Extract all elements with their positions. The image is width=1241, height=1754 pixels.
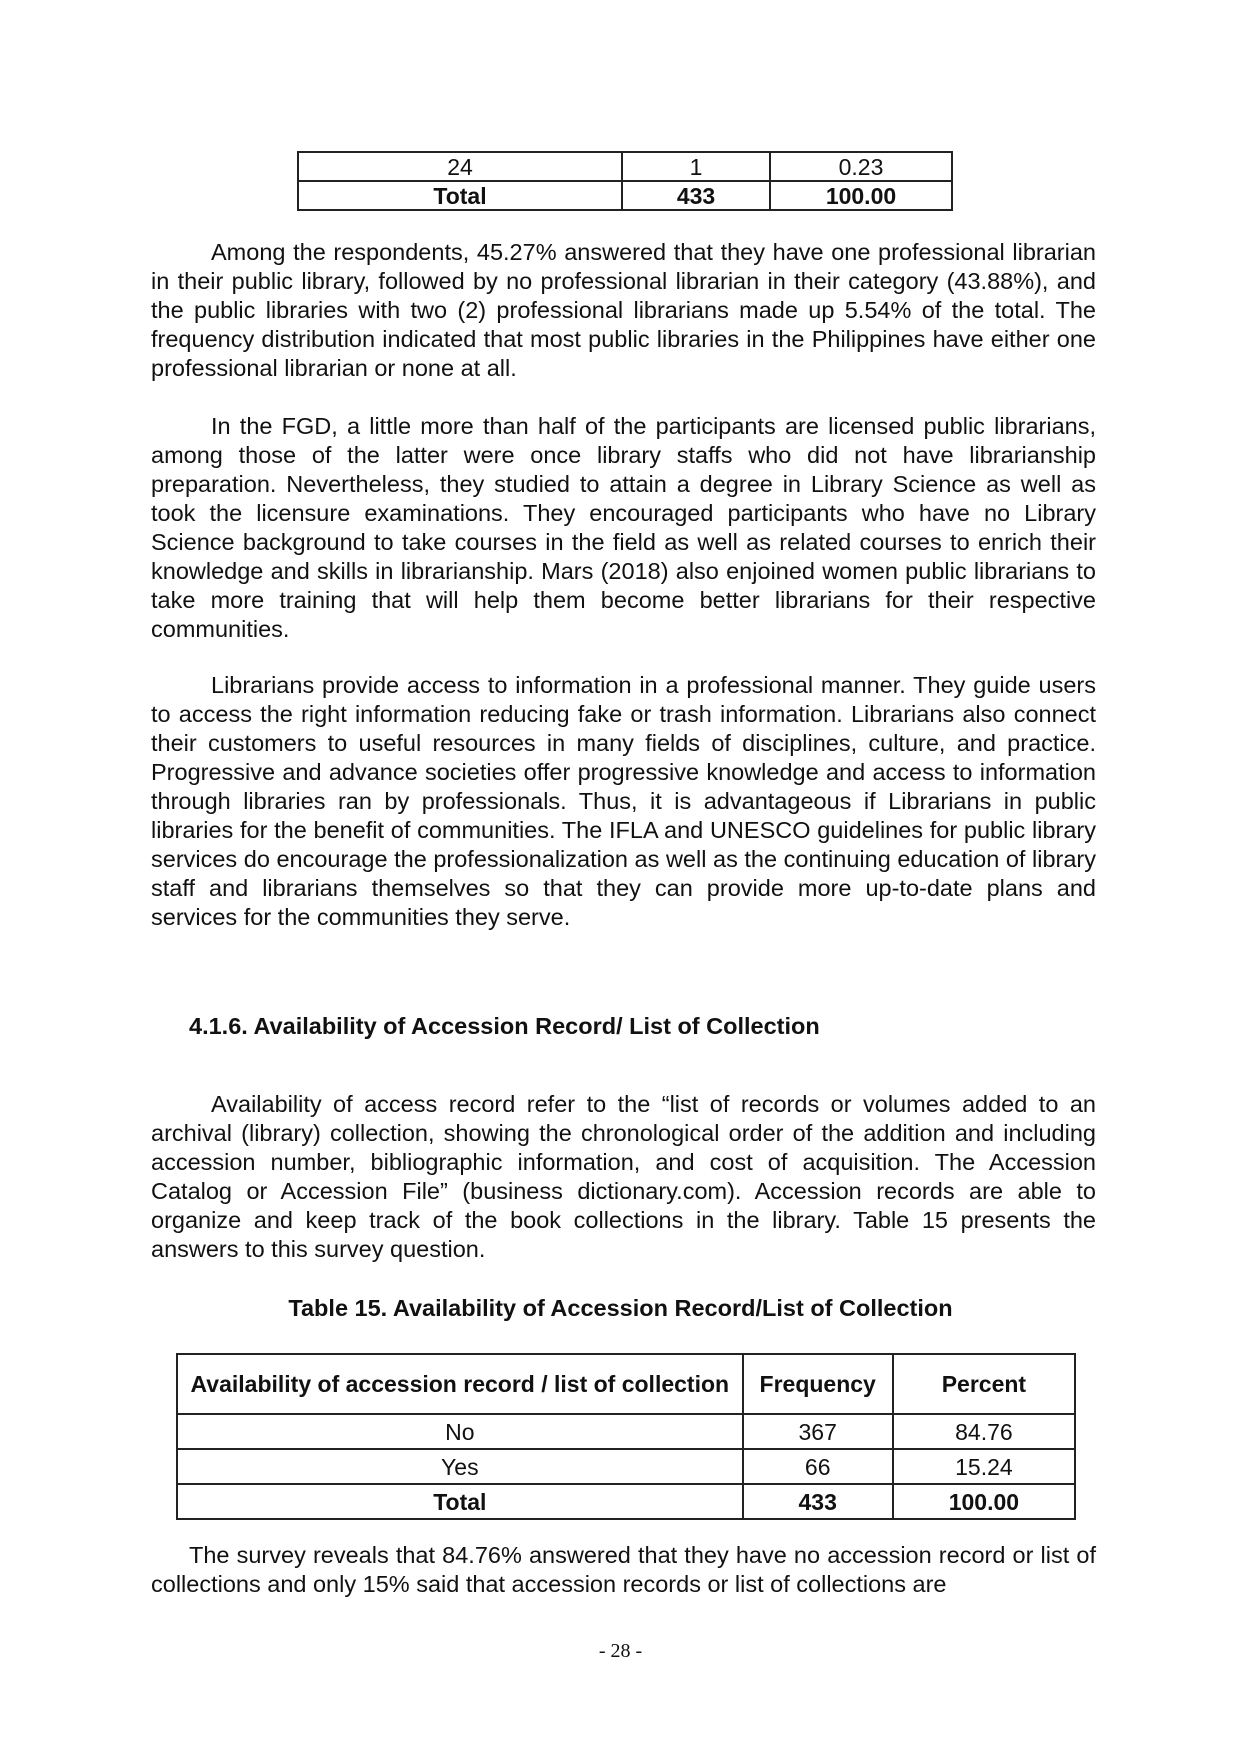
paragraph-fgd: In the FGD, a little more than half of the participants are licensed public librarians, among those of the latter were once library staffs who did not have librarianship preparation. Nevertheless, they studied to attain a degree in Library Science as well as took the licensure examinations. They encouraged participants who have no Library Science background to take courses in the field as well as related courses to enrich their knowledge and skills in librarianship. Mars (2018) also enjoined women public librarians to take more training that will help them become better librarians for their respective communities. — [151, 413, 1096, 642]
frequency-table-continued — [297, 151, 953, 211]
table-row — [177, 1449, 1075, 1484]
table-cell-percent: 0.23 — [770, 152, 952, 181]
accession-record-table — [176, 1353, 1076, 1520]
table-header-percent: Percent — [893, 1354, 1075, 1414]
table-cell-label: 24 — [298, 152, 622, 181]
table-header-frequency: Frequency — [743, 1354, 893, 1414]
table-cell-frequency: 433 — [622, 181, 770, 210]
table-caption: Table 15. Availability of Accession Record/List of Collection — [288, 1295, 953, 1321]
paragraph-respondents: Among the respondents, 45.27% answered that they have one professional librarian in their public library, followed by no professional librarian in their category (43.88%), and the public libraries with two (2) professional librarians made up 5.54% of the total. The frequency distribution indicated that most public libraries in the Philippines have either one professional librarian or none at all. — [151, 239, 1096, 381]
table-cell-percent: 15.24 — [893, 1449, 1075, 1484]
table-cell-percent: 84.76 — [893, 1414, 1075, 1449]
table-cell-label: Total — [177, 1484, 743, 1519]
section-heading: 4.1.6. Availability of Accession Record/ List of Collection — [189, 1013, 820, 1039]
page-number: - 28 - — [598, 1640, 643, 1662]
paragraph-access-record: Availability of access record refer to the “list of records or volumes added to an archival (library) collection, showing the chronological order of the addition and including accession number, bibliographic information, and cost of acquisition. The Accession Catalog or Accession File” (business dictionary.com). Accession records are able to organize and keep track of the book collections in the library. Table 15 presents the answers to this survey question. — [151, 1091, 1096, 1262]
table-cell-percent: 100.00 — [770, 181, 952, 210]
table-cell-label: Total — [298, 181, 622, 210]
table-total-row — [177, 1484, 1075, 1519]
table-cell-frequency: 367 — [743, 1414, 893, 1449]
table-cell-frequency: 1 — [622, 152, 770, 181]
table-header-row — [177, 1354, 1075, 1414]
table-header-availability: Availability of accession record / list of collection — [177, 1354, 743, 1414]
table-cell-label: No — [177, 1414, 743, 1449]
paragraph-librarians-access: Librarians provide access to information in a professional manner. They guide users to access the right information reducing fake or trash information. Librarians also connect their customers to useful resources in many fields of disciplines, culture, and practice. Progressive and advance societies offer progressive knowledge and access to information through libraries ran by professionals. Thus, it is advantageous if Librarians in public libraries for the benefit of communities. The IFLA and UNESCO guidelines for public library services do encourage the professionalization as well as the continuing education of library staff and librarians themselves so that they can provide more up-to-date plans and services for the communities they serve. — [151, 672, 1096, 930]
paragraph-survey-reveals: The survey reveals that 84.76% answered that they have no accession record or list of collections and only 15% said that accession records or list of collections are — [151, 1542, 1096, 1597]
table-row — [177, 1414, 1075, 1449]
table-cell-percent: 100.00 — [893, 1484, 1075, 1519]
table-cell-label: Yes — [177, 1449, 743, 1484]
table-total-row — [298, 181, 952, 210]
table-cell-frequency: 66 — [743, 1449, 893, 1484]
table-cell-frequency: 433 — [743, 1484, 893, 1519]
table-row — [298, 152, 952, 181]
